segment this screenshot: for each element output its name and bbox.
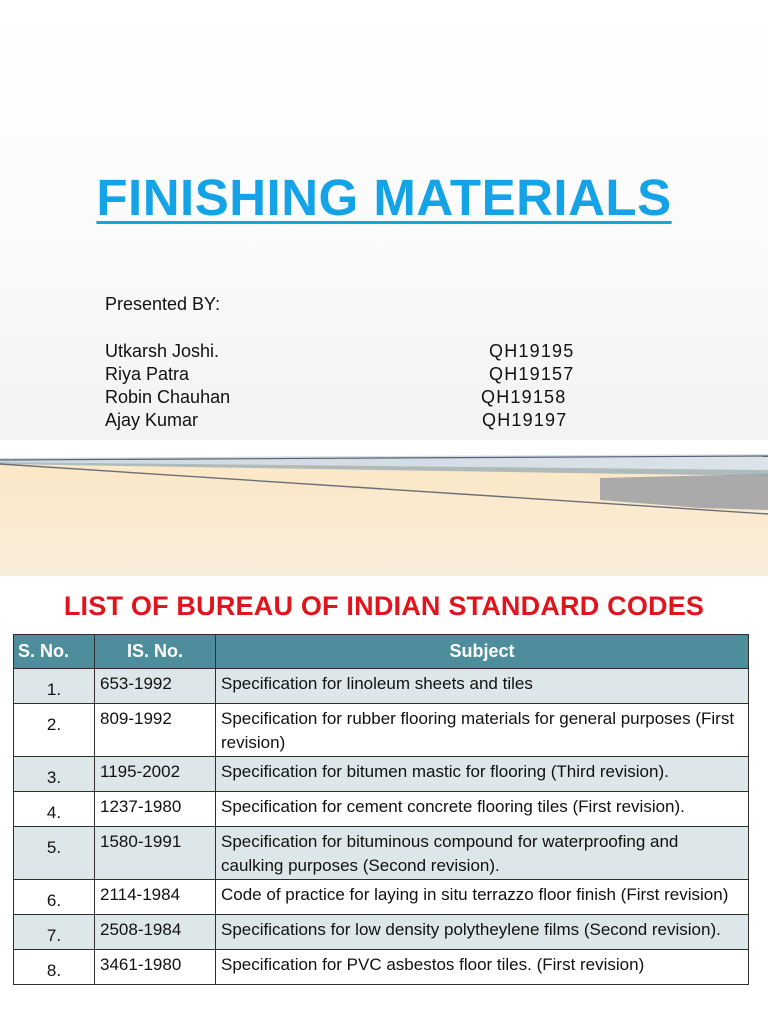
table-header-row bbox=[14, 635, 749, 669]
cell-sno: 2. bbox=[14, 704, 95, 757]
table-row bbox=[14, 950, 749, 985]
header-sno: S. No. bbox=[14, 635, 95, 669]
cell-subject: Specification for cement concrete flooring tiles (First revision). bbox=[216, 792, 749, 827]
table-row bbox=[14, 880, 749, 915]
header-subject: Subject bbox=[216, 635, 749, 669]
member-name: Utkarsh Joshi. bbox=[105, 341, 220, 361]
member-id: QH19158 bbox=[481, 387, 567, 407]
cell-subject: Specification for bituminous compound for waterproofing and caulking purposes (Second revision). bbox=[216, 827, 749, 880]
table-row bbox=[14, 827, 749, 880]
presentation-title: FINISHING MATERIALS bbox=[96, 169, 672, 226]
table-row bbox=[14, 757, 749, 792]
cell-sno: 6. bbox=[14, 880, 95, 915]
cell-subject: Specification for rubber flooring materials for general purposes (First revision) bbox=[216, 704, 749, 757]
cell-sno: 7. bbox=[14, 915, 95, 950]
cell-is-no: 1237-1980 bbox=[95, 792, 216, 827]
bis-codes-slide bbox=[0, 576, 768, 1024]
cell-sno: 4. bbox=[14, 792, 95, 827]
cell-subject: Specification for bitumen mastic for flooring (Third revision). bbox=[216, 757, 749, 792]
member-id: QH19195 bbox=[489, 341, 575, 361]
cell-is-no: 2508-1984 bbox=[95, 915, 216, 950]
cell-subject: Specification for linoleum sheets and tiles bbox=[216, 669, 749, 704]
cell-is-no: 3461-1980 bbox=[95, 950, 216, 985]
cell-is-no: 2114-1984 bbox=[95, 880, 216, 915]
cell-sno: 1. bbox=[14, 669, 95, 704]
table-row bbox=[14, 792, 749, 827]
table-row bbox=[14, 669, 749, 704]
cell-is-no: 809-1992 bbox=[95, 704, 216, 757]
cell-subject: Specifications for low density polytheylene films (Second revision). bbox=[216, 915, 749, 950]
cell-is-no: 1195-2002 bbox=[95, 757, 216, 792]
member-name: Riya Patra bbox=[105, 364, 190, 384]
member-name: Ajay Kumar bbox=[105, 410, 199, 430]
cell-subject: Specification for PVC asbestos floor tiles. (First revision) bbox=[216, 950, 749, 985]
bis-codes-table bbox=[13, 634, 749, 985]
table-row bbox=[14, 704, 749, 757]
list-title: LIST OF BUREAU OF INDIAN STANDARD CODES bbox=[63, 591, 705, 621]
cell-is-no: 1580-1991 bbox=[95, 827, 216, 880]
cell-sno: 5. bbox=[14, 827, 95, 880]
table-row bbox=[14, 915, 749, 950]
cell-sno: 3. bbox=[14, 757, 95, 792]
member-name: Robin Chauhan bbox=[105, 387, 231, 407]
member-id: QH19157 bbox=[489, 364, 575, 384]
cell-subject: Code of practice for laying in situ terrazzo floor finish (First revision) bbox=[216, 880, 749, 915]
header-is-no: IS. No. bbox=[95, 635, 216, 669]
decorative-wave-background bbox=[0, 440, 768, 576]
cell-sno: 8. bbox=[14, 950, 95, 985]
presented-by-label: Presented BY: bbox=[105, 294, 221, 314]
cell-is-no: 653-1992 bbox=[95, 669, 216, 704]
member-id: QH19197 bbox=[482, 410, 568, 430]
